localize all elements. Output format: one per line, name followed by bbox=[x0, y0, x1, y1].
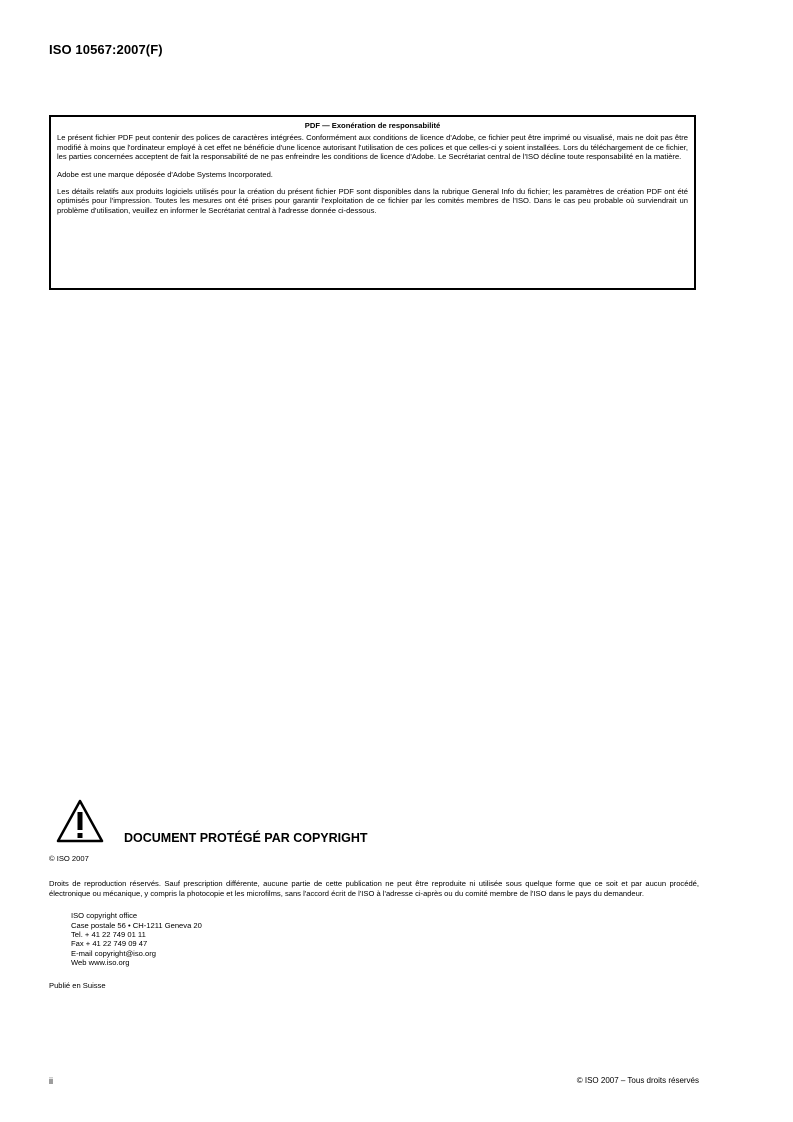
reproduction-rights-text: Droits de reproduction réservés. Sauf prescription différente, aucune partie de cette publication ne peut être reproduite ni utilisée sous quelque forme que ce soit et par aucun procédé, électronique ou mécanique, y compris la photocopie et les microfilms, sans l'accord écrit de l'ISO à l'adresse ci-après ou du comité membre de l'ISO dans le pays du demandeur. bbox=[49, 879, 699, 898]
office-address: Case postale 56 • CH-1211 Geneva 20 bbox=[71, 920, 202, 930]
disclaimer-paragraph-software: Les détails relatifs aux produits logiciels utilisés pour la création du présent fichier PDF sont disponibles dans la rubrique General Info du fichier; les paramètres de création PDF ont été optimisés pour l'impression. Toutes les mesures ont été prises pour garantir l'exploitation de ce fichier par les comités membres de l'ISO. Dans le cas peu probable où surviendrait un problème d'utilisation, veuillez en informer le Secrétariat central à l'adresse donnée ci-dessous. bbox=[57, 187, 688, 215]
copyright-header bbox=[49, 798, 699, 850]
iso-copyright-office bbox=[49, 911, 699, 967]
office-tel: Tel. + 41 22 749 01 11 bbox=[71, 930, 146, 940]
disclaimer-paragraph-fonts: Le présent fichier PDF peut contenir des polices de caractères intégrées. Conformément aux conditions de licence d'Adobe, ce fichier peut être imprimé ou visualisé, mais ne doit pas être modifié à moins que l'ordinateur employé à cet effet ne bénéficie d'une licence autorisant l'utilisation de ces polices et que celles-ci y soient installées. Lors du téléchargement de ce fichier, les parties concernées acceptent de fait la responsabilité de ne pas enfreindre les conditions de licence d'Adobe. Le Secrétariat central de l'ISO décline toute responsabilité en la matière. bbox=[57, 133, 688, 162]
pdf-disclaimer-box bbox=[49, 115, 696, 290]
disclaimer-title: PDF — Exonération de responsabilité bbox=[304, 121, 441, 130]
page-number: ii bbox=[49, 1076, 53, 1086]
footer-rights: © ISO 2007 – Tous droits réservés bbox=[576, 1076, 699, 1085]
document-id: ISO 10567:2007(F) bbox=[49, 42, 163, 57]
office-fax: Fax + 41 22 749 09 47 bbox=[71, 939, 148, 949]
office-email: E-mail copyright@iso.org bbox=[71, 948, 156, 958]
published-in: Publié en Suisse bbox=[49, 980, 106, 990]
office-web: Web www.iso.org bbox=[71, 958, 130, 968]
copyright-heading: DOCUMENT PROTÉGÉ PAR COPYRIGHT bbox=[124, 831, 368, 845]
disclaimer-paragraph-trademark: Adobe est une marque déposée d'Adobe Systems Incorporated. bbox=[57, 169, 273, 179]
copyright-section bbox=[49, 798, 699, 990]
office-name: ISO copyright office bbox=[71, 911, 138, 921]
warning-triangle-icon bbox=[55, 798, 105, 844]
copyright-year: © ISO 2007 bbox=[49, 854, 89, 863]
